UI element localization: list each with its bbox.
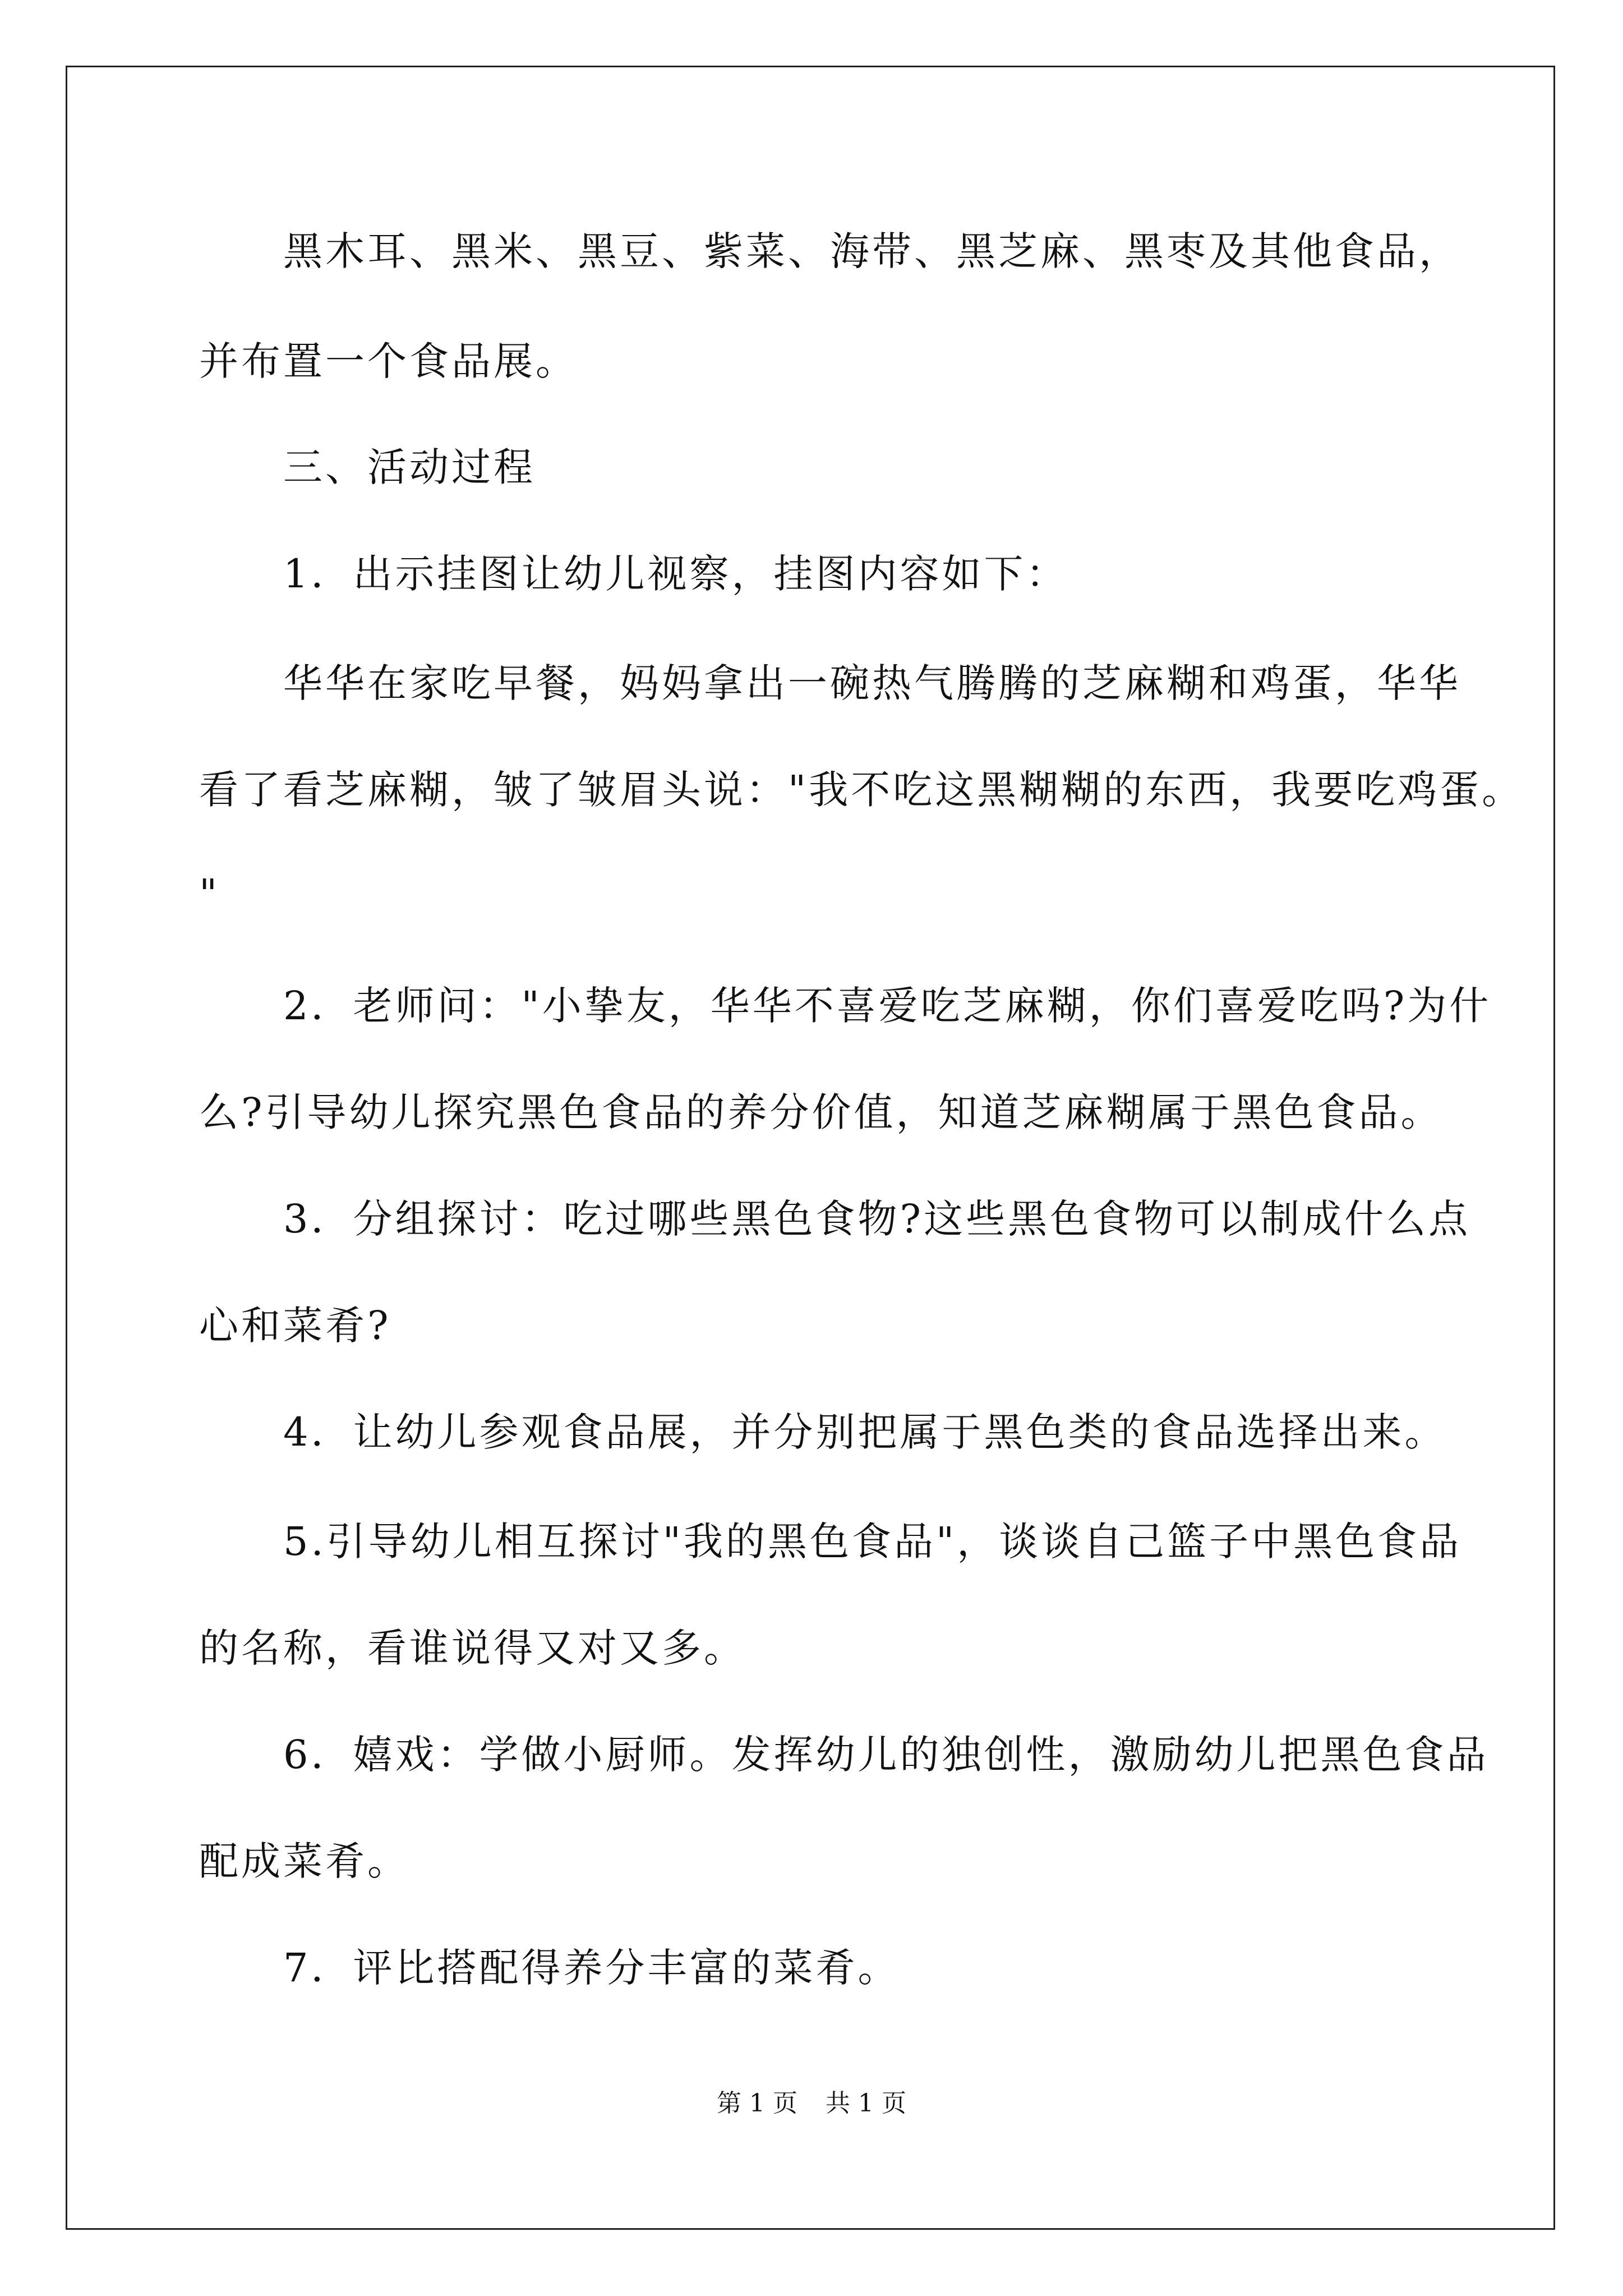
text-line: 么?引导幼儿探究黑色食品的养分价值，知道芝麻糊属于黑色食品。	[199, 1089, 1443, 1135]
page-number-total: 共 1 页	[826, 2089, 906, 2118]
text-line: 5.引导幼儿相互探讨"我的黑色食品"，谈谈自己篮子中黑色食品	[283, 1519, 1462, 1565]
text-line: 1．出示挂图让幼儿视察，挂图内容如下：	[283, 551, 1068, 597]
text-line: 3．分组探讨：吃过哪些黑色食物?这些黑色食物可以制成什么点	[283, 1196, 1471, 1242]
text-line: 的名称，看谁说得又对又多。	[199, 1625, 746, 1671]
page-number-current: 第 1 页	[717, 2089, 797, 2118]
text-line: 心和菜肴?	[199, 1303, 391, 1349]
text-line: 黑木耳、黑米、黑豆、紫菜、海带、黑芝麻、黑枣及其他食品，	[283, 228, 1461, 274]
section-heading: 三、活动过程	[283, 444, 536, 490]
text-line: 4．让幼儿参观食品展，并分别把属于黑色类的食品选择出来。	[283, 1409, 1447, 1455]
page-border	[66, 66, 1555, 2230]
text-line: 看了看芝麻糊，皱了皱眉头说："我不吃这黑糊糊的东西，我要吃鸡蛋。	[199, 767, 1524, 813]
page-footer	[0, 2087, 1623, 2120]
text-line: 6．嬉戏：学做小厨师。发挥幼儿的独创性，激励幼儿把黑色食品	[283, 1732, 1489, 1778]
text-line: 配成菜肴。	[199, 1838, 409, 1884]
text-line: 并布置一个食品展。	[199, 338, 578, 384]
text-line: 7．评比搭配得养分丰富的菜肴。	[283, 1945, 900, 1991]
text-line: "	[199, 871, 220, 917]
text-line: 2．老师问："小挚友，华华不喜爱吃芝麻糊，你们喜爱吃吗?为什	[283, 983, 1492, 1029]
text-line: 华华在家吃早餐，妈妈拿出一碗热气腾腾的芝麻糊和鸡蛋，华华	[283, 660, 1461, 706]
